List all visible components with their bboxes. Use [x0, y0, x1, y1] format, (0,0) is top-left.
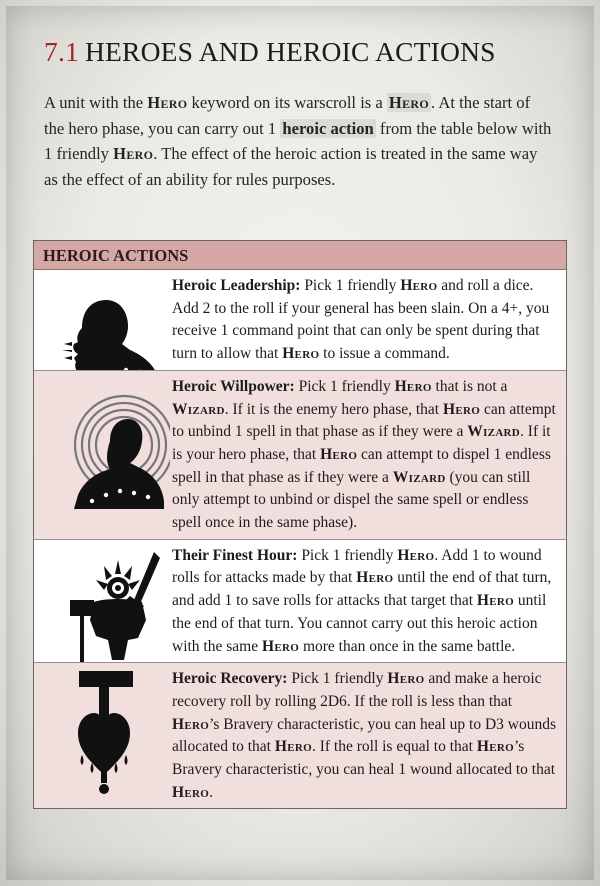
keyword-hero: Hero [172, 783, 210, 801]
action-text: until the end of that turn. You cannot carry out this heroic action with the same [172, 592, 547, 655]
section-number: 7.1 [44, 36, 79, 67]
keyword-hero: Hero [147, 93, 188, 112]
keyword-hero-highlight: Hero [388, 93, 430, 112]
action-text: Pick 1 friendly [294, 377, 395, 395]
intro-text: from the table below with 1 friendly [44, 118, 552, 164]
action-text: until the end of that turn, and add 1 to save rolls for attacks that target that [172, 569, 552, 610]
keyword-hero: Hero [261, 637, 300, 655]
table-row-their-finest-hour [34, 539, 566, 663]
action-text: (you can still only attempt to unbind or dispel the same spell or endless spell once in the same phase). [172, 468, 531, 532]
intro-text: keyword on its warscroll is a [187, 93, 387, 112]
action-text: . If the roll is equal to that [311, 738, 477, 756]
row-description [172, 540, 566, 663]
section-title [44, 36, 574, 68]
intro-text: . At the start of the hero phase, you can carry out 1 [44, 93, 531, 138]
shouting-head-icon [34, 270, 170, 370]
action-text: Pick 1 friendly [287, 670, 388, 688]
action-text: more than once in the same battle. [299, 637, 516, 655]
action-text: Pick 1 friendly [300, 277, 401, 294]
keyword-hero: Hero [274, 738, 312, 756]
keyword-hero: Hero [394, 377, 432, 395]
action-text: . If it is your hero phase, that [172, 423, 551, 463]
keyword-hero: Hero [400, 277, 438, 294]
keyword-hero: Hero [442, 400, 481, 418]
action-name: Their Finest Hour: [172, 546, 298, 564]
table-row-heroic-recovery [34, 662, 566, 808]
row-description [172, 371, 566, 539]
action-text: ’s Bravery characteristic, you can heal up to D3 wounds allocated to that [172, 715, 557, 756]
keyword-hero: Hero [172, 715, 210, 733]
action-text: can attempt to dispel 1 endless spell in that phase as if they were a [172, 445, 551, 486]
action-text: . If it is the enemy hero phase, that [224, 400, 443, 418]
table-row-heroic-willpower [34, 370, 566, 539]
section-title-text: HEROES AND HEROIC ACTIONS [84, 36, 496, 67]
bleeding-heart-hammer-icon [34, 663, 170, 808]
action-text: . [209, 783, 213, 801]
action-name: Heroic Leadership: [172, 277, 301, 294]
table-header: HEROIC ACTIONS [34, 241, 566, 270]
keyword-wizard: Wizard [467, 423, 521, 441]
champion-with-sword-and-hammer-icon [34, 540, 170, 663]
aura-head-icon [34, 371, 170, 539]
action-text: can attempt to unbind 1 spell in that phase as if they were a [172, 400, 556, 441]
action-text: Pick 1 friendly [297, 546, 398, 564]
keyword-hero: Hero [356, 569, 394, 587]
intro-text: A unit with the [44, 93, 148, 112]
keyword-hero: Hero [113, 144, 154, 164]
keyword-hero: Hero [476, 592, 514, 610]
table-row-heroic-leadership [34, 270, 566, 370]
heroic-actions-table [33, 240, 567, 809]
row-description [172, 270, 566, 370]
keyword-wizard: Wizard [172, 400, 225, 418]
action-text: . Add 1 to wound rolls for attacks made by that [172, 546, 542, 587]
action-name: Heroic Willpower: [172, 377, 295, 395]
action-text: and make a heroic recovery roll by rolling 2D6. If the roll is less than that [172, 670, 542, 710]
intro-paragraph [44, 90, 554, 192]
keyword-hero: Hero [320, 445, 358, 463]
action-name: Heroic Recovery: [172, 670, 288, 688]
action-text: and roll a dice. Add 2 to the roll if your general has been slain. On a 4+, you receive 1 command point that can only be spent during that turn to allow that [172, 277, 550, 363]
action-text: that is not a [431, 377, 508, 395]
term-heroic-action: heroic action [282, 118, 374, 138]
keyword-wizard: Wizard [392, 468, 446, 486]
keyword-hero: Hero [387, 670, 425, 688]
keyword-hero: Hero [476, 738, 514, 756]
keyword-hero: Hero [397, 546, 435, 564]
intro-text: . The effect of the heroic action is treated in the same way as the effect of an ability for rules purposes. [44, 144, 538, 189]
row-description [172, 663, 566, 808]
action-text: to issue a command. [319, 345, 450, 363]
action-text: ’s Bravery characteristic, you can heal 1 wound allocated to that [172, 738, 556, 779]
keyword-hero: Hero [282, 345, 320, 363]
